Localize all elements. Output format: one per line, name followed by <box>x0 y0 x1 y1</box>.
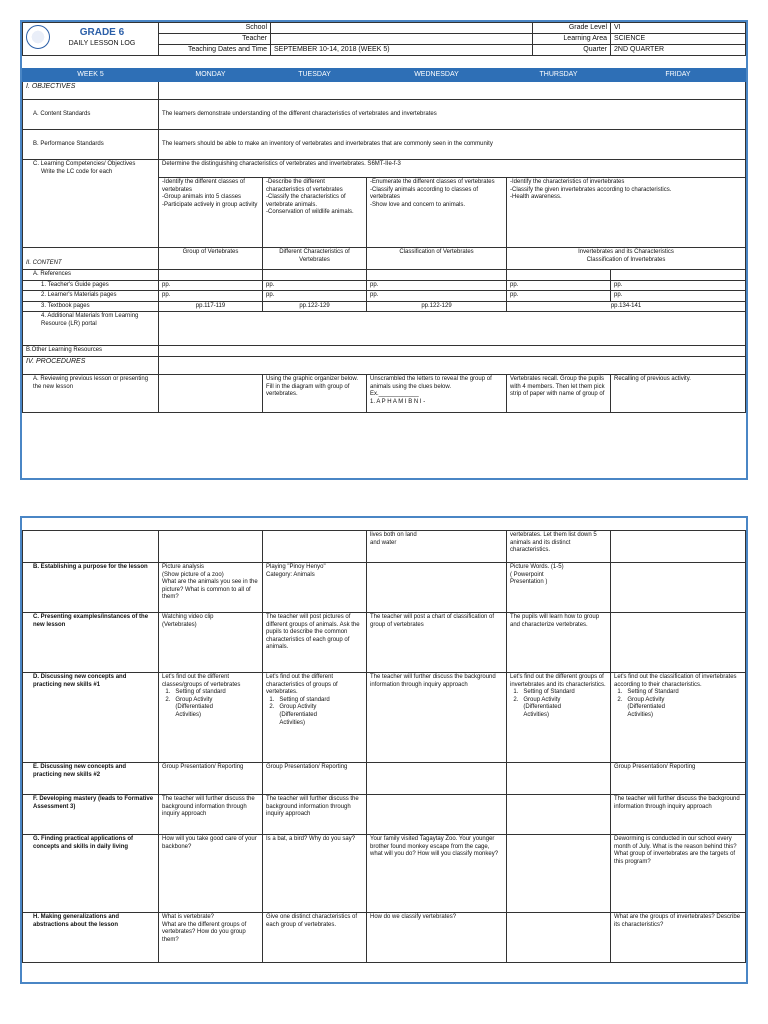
content-heading: II. CONTENT <box>23 248 159 270</box>
grade-level-label: Grade Level <box>533 23 611 34</box>
day-tuesday: TUESDAY <box>263 69 367 82</box>
day-friday: FRIDAY <box>611 69 746 82</box>
performance-standards-label: B. Performance Standards <box>23 130 159 160</box>
school-value <box>271 23 533 34</box>
tb-pages-label: 3. Textbook pages <box>23 301 159 312</box>
learning-area-value: SCIENCE <box>611 34 746 45</box>
tb-tue: pp.122-129 <box>263 301 367 312</box>
proc-e-thu <box>507 763 611 795</box>
content-thursday: Invertebrates and its Characteristics Classification of Invertebrates <box>507 248 746 270</box>
objective-monday: -Identify the different classes of vertebrates -Group animals into 5 classes -Participate actively in group activity <box>159 178 263 248</box>
additional-materials-label: 4. Additional Materials from Learning Resource (LR) portal <box>23 312 159 346</box>
procedures-blank <box>159 356 746 374</box>
competencies-label <box>23 160 159 248</box>
proc-a-tue: Using the graphic organizer below. Fill in the diagram with group of vertebrates. <box>263 374 367 412</box>
day-monday: MONDAY <box>159 69 263 82</box>
content-monday: Group of Vertebrates <box>159 248 263 270</box>
proc-b-thu: Picture Words. (1-5) ( Powerpoint Presentation ) <box>507 563 611 613</box>
proc-b-fri <box>611 563 746 613</box>
header-title <box>52 27 152 48</box>
tg-tue: pp. <box>263 280 367 291</box>
proc-g-mon: How will you take good care of your backbone? <box>159 835 263 913</box>
header-logo-cell <box>23 23 159 56</box>
proc-h-mon: What is vertebrate? What are the different groups of vertebrates? How do you group them? <box>159 913 263 963</box>
objective-tuesday: -Describe the different characteristics of vertebrates -Classify the characteristics of vertebrate animals. -Conservation of wildlife animals. <box>263 178 367 248</box>
lm-tue: pp. <box>263 291 367 302</box>
teacher-label: Teacher <box>159 34 271 45</box>
deped-seal-icon <box>26 25 50 49</box>
proc-g-thu <box>507 835 611 913</box>
day-week: WEEK 5 <box>23 69 159 82</box>
additional-materials-blank <box>159 312 746 346</box>
objective-thursday: -Identify the characteristics of invertebrates -Classify the given invertebrates according to characteristics. -Health awareness. <box>507 178 746 248</box>
log-subtitle: DAILY LESSON LOG <box>68 39 136 47</box>
header-table <box>22 22 746 56</box>
tg-fri: pp. <box>611 280 746 291</box>
lm-mon: pp. <box>159 291 263 302</box>
references-heading: A. References <box>23 270 159 281</box>
proc-c-mon: Watching video clip (Vertebrates) <box>159 613 263 673</box>
proc-e-tue: Group Presentation/ Reporting <box>263 763 367 795</box>
proc-c-label: C. Presenting examples/instances of the new lesson <box>23 613 159 673</box>
proc-h-wed: How do we classify vertebrates? <box>367 913 507 963</box>
teacher-value <box>271 34 533 45</box>
proc-g-label: G. Finding practical applications of concepts and skills in daily living <box>23 835 159 913</box>
competencies-text: Determine the distinguishing characteristics of vertebrates and invertebrates. S6MT-IIe-f-3 <box>159 160 746 178</box>
proc-h-thu <box>507 913 611 963</box>
proc-d-thu: Let's find out the different groups of invertebrates and its characteristics. 1. Setting of Standard 2. Group Activity (Differentiated Activities) <box>507 673 611 763</box>
proc-d-tue: Let's find out the different characteristics of groups of vertebrates. 1. Setting of standard 2. Group Activity (Differentiated Activities) <box>263 673 367 763</box>
proc-d-mon: Let's find out the different classes/groups of vertebrates 1. Setting of standard 2. Group Activity (Differentiated Activities) <box>159 673 263 763</box>
proc-a-wed: Unscrambled the letters to reveal the group of animals using the clues below. Ex.____________ 1. A P H A M I B N I - <box>367 374 507 412</box>
proc-b-label: B. Establishing a purpose for the lesson <box>23 563 159 613</box>
proc-g-wed: Your family visited Tagaytay Zoo. Your younger brother found monkey escape from the cage, what will you do? How will you classify monkey? <box>367 835 507 913</box>
proc-a-cont-tue <box>263 531 367 563</box>
content-wednesday: Classification of Vertebrates <box>367 248 507 270</box>
proc-f-wed <box>367 795 507 835</box>
performance-standards-text: The learners should be able to make an inventory of vertebrates and invertebrates that are commonly seen in the community <box>159 130 746 160</box>
proc-h-fri: What are the groups of invertebrates? Describe its characteristics? <box>611 913 746 963</box>
proc-a-cont-wed: lives both on land and water <box>367 531 507 563</box>
lesson-table-1 <box>22 68 746 413</box>
tg-thu: pp. <box>507 280 611 291</box>
tb-mon: pp.117-119 <box>159 301 263 312</box>
tb-wed: pp.122-129 <box>367 301 507 312</box>
proc-b-wed <box>367 563 507 613</box>
proc-a-cont-thu: vertebrates. Let them list down 5 animals and its distinct characteristics. <box>507 531 611 563</box>
objectives-blank <box>159 82 746 100</box>
proc-a-cont-mon <box>159 531 263 563</box>
proc-c-wed: The teacher will post a chart of classification of group of vertebrates <box>367 613 507 673</box>
procedures-heading: IV. PROCEDURES <box>23 356 159 374</box>
proc-h-label: H. Making generalizations and abstractions about the lesson <box>23 913 159 963</box>
day-wednesday: WEDNESDAY <box>367 69 507 82</box>
proc-a-cont-label <box>23 531 159 563</box>
proc-c-fri <box>611 613 746 673</box>
proc-a-mon <box>159 374 263 412</box>
other-resources-label: B.Other Learning Resources <box>23 346 159 357</box>
other-resources-blank <box>159 346 746 357</box>
lm-fri: pp. <box>611 291 746 302</box>
proc-d-fri: Let's find out the classification of invertebrates according to their characteristics. 1. Setting of Standard 2. Group Activity (Differentiated Activities) <box>611 673 746 763</box>
proc-d-label: D. Discussing new concepts and practicing new skills #1 <box>23 673 159 763</box>
proc-d-wed: The teacher will further discuss the background information through inquiry approach <box>367 673 507 763</box>
proc-c-thu: The pupils will learn how to group and characterize vertebrates. <box>507 613 611 673</box>
proc-a-label: A. Reviewing previous lesson or presenting the new lesson <box>23 374 159 412</box>
proc-a-cont-fri <box>611 531 746 563</box>
proc-f-mon: The teacher will further discuss the background information through inquiry approach <box>159 795 263 835</box>
grade-title: GRADE 6 <box>79 26 125 38</box>
grade-level-value: VI <box>611 23 746 34</box>
proc-a-thu: Vertebrates recall. Group the pupils with 4 members. Then let them pick strip of paper with name of group of <box>507 374 611 412</box>
quarter-value: 2ND QUARTER <box>611 45 746 56</box>
school-label: School <box>159 23 271 34</box>
proc-b-mon: Picture analysis (Show picture of a zoo) What are the animals you see in the picture? What is common to all of them? <box>159 563 263 613</box>
competencies-sub: Write the LC code for each <box>41 168 113 175</box>
proc-e-wed <box>367 763 507 795</box>
dates-value: SEPTEMBER 10-14, 2018 (WEEK 5) <box>271 45 533 56</box>
proc-f-tue: The teacher will further discuss the background information through inquiry approach <box>263 795 367 835</box>
day-thursday: THURSDAY <box>507 69 611 82</box>
proc-a-fri: Recalling of previous activity. <box>611 374 746 412</box>
proc-g-fri: Deworming is conducted in our school every month of July. What is the reason behind this? What group of invertebrates are the targets of this program? <box>611 835 746 913</box>
lesson-table-2 <box>22 530 746 963</box>
objective-wednesday: -Enumerate the different classes of vertebrates -Classify animals according to classes of vertebrates -Show love and concern to animals. <box>367 178 507 248</box>
tg-pages-label: 1. Teacher's Guide pages <box>23 280 159 291</box>
days-row <box>23 69 746 82</box>
proc-f-label: F. Developing mastery (leads to Formative Assessment 3) <box>23 795 159 835</box>
proc-f-fri: The teacher will further discuss the background information through inquiry approach <box>611 795 746 835</box>
proc-c-tue: The teacher will post pictures of different groups of animals. Ask the pupils to describe the common characteristics of each group of animals. <box>263 613 367 673</box>
tb-thu: pp.134-141 <box>507 301 746 312</box>
content-standards-text: The learners demonstrate understanding of the different characteristics of vertebrates and invertebrates <box>159 100 746 130</box>
quarter-label: Quarter <box>533 45 611 56</box>
proc-e-mon: Group Presentation/ Reporting <box>159 763 263 795</box>
lm-pages-label: 2. Learner's Materials pages <box>23 291 159 302</box>
objectives-heading: I. OBJECTIVES <box>23 82 159 100</box>
content-tuesday: Different Characteristics of Vertebrates <box>263 248 367 270</box>
proc-e-label: E. Discussing new concepts and practicing new skills #2 <box>23 763 159 795</box>
dates-label: Teaching Dates and Time <box>159 45 271 56</box>
lm-thu: pp. <box>507 291 611 302</box>
proc-g-tue: Is a bat, a bird? Why do you say? <box>263 835 367 913</box>
competencies-title: C. Learning Competencies/ Objectives <box>33 161 136 167</box>
page-1 <box>20 20 748 480</box>
tg-wed: pp. <box>367 280 507 291</box>
page-2 <box>20 516 748 984</box>
learning-area-label: Learning Area <box>533 34 611 45</box>
proc-h-tue: Give one distinct characteristics of each group of vertebrates. <box>263 913 367 963</box>
lm-wed: pp. <box>367 291 507 302</box>
tg-mon: pp. <box>159 280 263 291</box>
proc-f-thu <box>507 795 611 835</box>
proc-b-tue: Playing "Pinoy Henyo" Category: Animals <box>263 563 367 613</box>
proc-e-fri: Group Presentation/ Reporting <box>611 763 746 795</box>
content-standards-label: A. Content Standards <box>23 100 159 130</box>
